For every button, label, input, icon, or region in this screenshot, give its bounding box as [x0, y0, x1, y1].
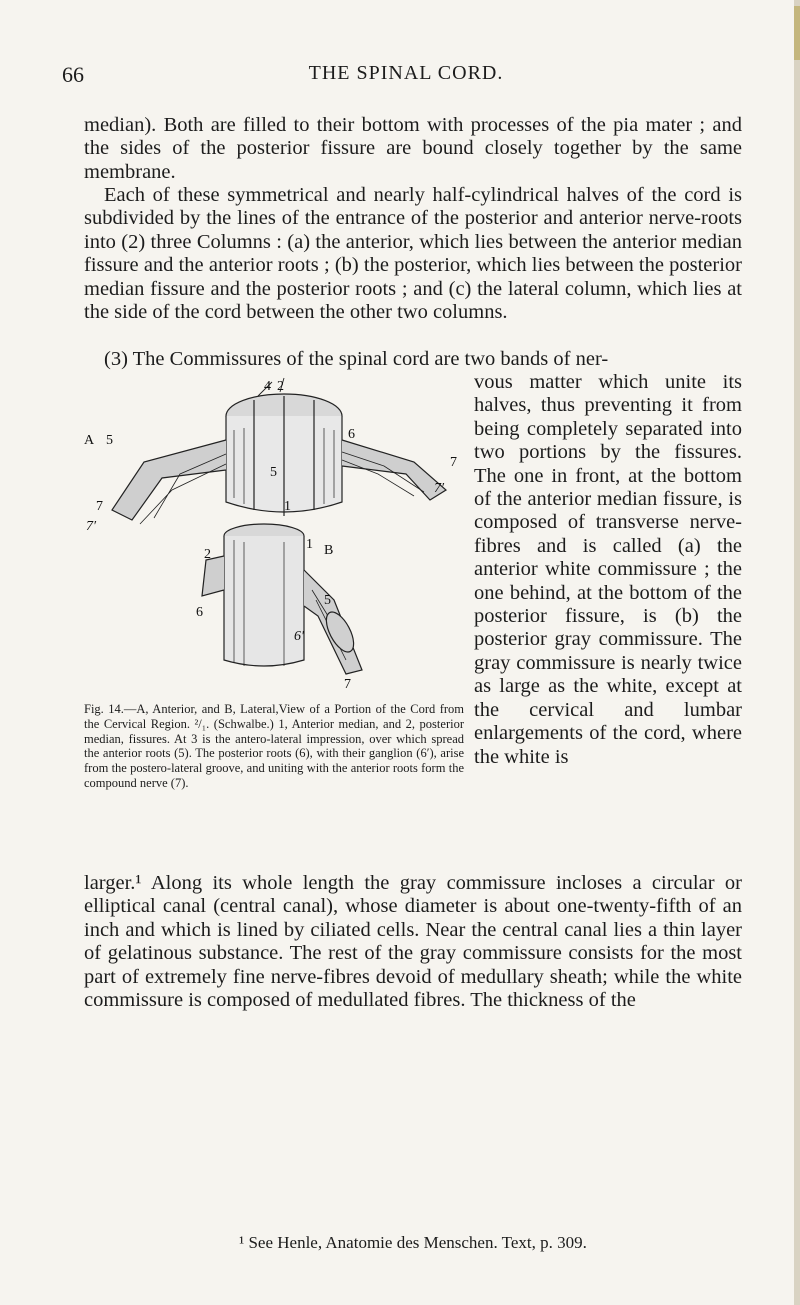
scrollbar-thumb[interactable] [794, 6, 800, 60]
label-7-prime-a: 7′ [434, 481, 445, 496]
page-header [62, 62, 750, 92]
running-title: THE SPINAL CORD. [308, 62, 504, 84]
paragraph-2 [84, 184, 742, 324]
label-6-b: 6 [196, 605, 203, 620]
paragraph-1 [84, 114, 742, 184]
label-7-prime-left: 7′ [86, 519, 97, 534]
label-5-c: 5 [324, 593, 331, 608]
spinal-cord-illustration [84, 370, 464, 690]
label-1-b: 1 [306, 537, 313, 552]
figure-caption-text: Fig. 14.—A, Anterior, and B, Lateral,View of a Portion of the Cord from the Cervical Region. ²/₁. (Schwalbe.) 1, Anterior median, and 2, posterior median, fissures. At 3 is the antero-lateral impression, over which spread the anterior roots (5). The posterior roots (6), with their ganglion (6′), arise from the postero-lateral groove, and uniting with the anterior roots form the compound nerve (7). [84, 702, 464, 790]
label-1-a: 1 [284, 499, 291, 514]
label-6-prime: 6′ [294, 629, 305, 644]
label-5-a: 5 [106, 433, 113, 448]
label-5-b: 5 [270, 465, 277, 480]
label-A: A [84, 433, 95, 448]
figure-caption [84, 702, 464, 791]
label-7-b: 7 [344, 677, 351, 690]
paragraph-3-column-text: vous matter which unite its halves, thus preventing it from being completely separated into two portions by the fissures. The one in front, at the bottom of the anterior median fissure, is composed of transverse nerve-fibres and is called (a) the anterior white commissure ; the one behind, at the bottom of the posterior fissure, is (b) the posterior gray commissure. The gray commissure is nearly twice as large as the white, except at the cervical and lumbar enlargements of the cord, where the white is [474, 371, 742, 768]
label-2-b: 2 [204, 547, 211, 562]
footnote: ¹ See Henle, Anatomie des Menschen. Text, p. 309. [239, 1233, 587, 1252]
label-B: B [324, 543, 334, 558]
paragraph-3-first-line [84, 348, 742, 371]
view-a-drawing [112, 378, 446, 524]
figure-14-illustration [84, 370, 464, 690]
paragraph-2-text: Each of these symmetrical and nearly half-cylindrical halves of the cord is subdivided by the lines of the entrance of the posterior and anterior nerve-roots into (2) three Columns : (a) the anterior, which lies between the anterior median fissure and the anterior roots ; (b) the posterior, which lies between the posterior median fissure and the posterior roots ; and (c) the lateral column, which lies at the side of the cord between the other two columns. [84, 184, 742, 324]
view-b-drawing [202, 524, 362, 674]
label-7-a: 7 [450, 455, 457, 470]
page-number: 66 [62, 62, 84, 87]
paragraph-3-continuation [84, 872, 742, 1012]
paragraph-1-text: median). Both are filled to their bottom with processes of the pia mater ; and the sides of the posterior fissure are bound closely together by the same membrane. [84, 114, 742, 183]
scrollbar-track[interactable] [794, 0, 800, 1305]
paragraph-3-column [474, 371, 742, 769]
label-4: 4 [264, 379, 271, 394]
paragraph-3-first-line-text: (3) The Commissures of the spinal cord are two bands of ner- [104, 348, 609, 370]
label-7-left: 7 [96, 499, 103, 514]
label-2: 2 [277, 379, 284, 394]
label-6-a: 6 [348, 427, 355, 442]
paragraph-3-continuation-text: larger.¹ Along its whole length the gray commissure incloses a circular or elliptical canal (central canal), whose diameter is about one-twenty-fifth of an inch and which is lined by ciliated cells. Near the central canal lies a thin layer of gelatinous substance. The rest of the gray commissure consists for the most part of extremely fine nerve-fibres devoid of medullary sheath; while the white commissure is composed of medullated fibres. The thickness of the [84, 872, 742, 1012]
